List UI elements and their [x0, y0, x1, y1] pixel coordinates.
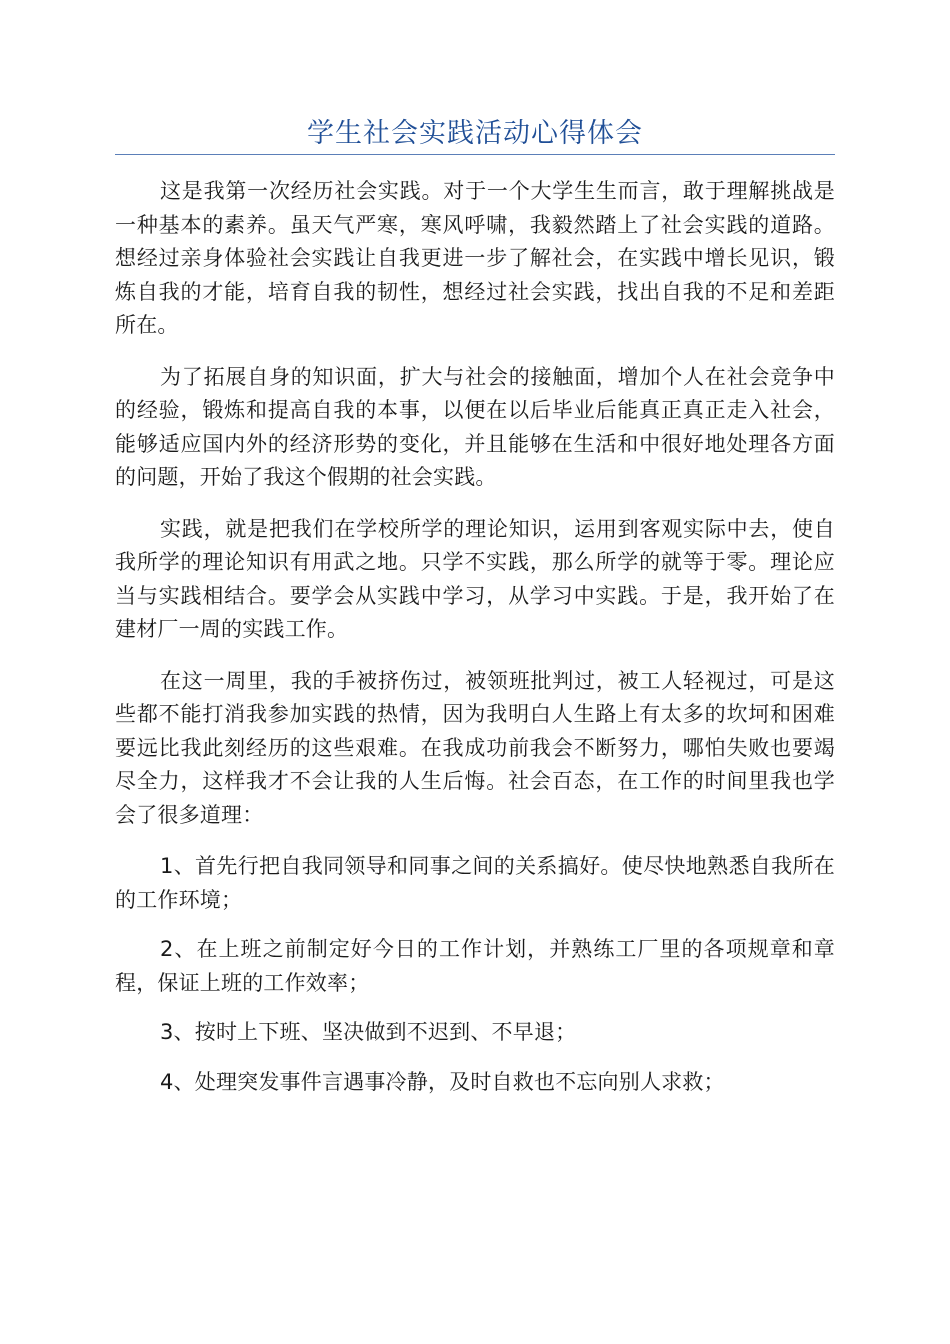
paragraph: 实践，就是把我们在学校所学的理论知识，运用到客观实际中去，使自我所学的理论知识有用武之地。只学不实践，那么所学的就等于零。理论应当与实践相结合。要学会从实践中学习，从学习中实践。于是，我开始了在建材厂一周的实践工作。 [115, 516, 835, 641]
title-underline [115, 154, 835, 155]
list-item: 3、按时上下班、坚决做到不迟到、不早退； [160, 1020, 577, 1044]
paragraph: 在这一周里，我的手被挤伤过，被领班批判过，被工人轻视过，可是这些都不能打消我参加实践的热情，因为我明白人生路上有太多的坎坷和困难要远比我此刻经历的这些艰难。在我成功前我会不断努力，哪怕失败也要竭尽全力，这样我才不会让我的人生后悔。社会百态，在工作的时间里我也学会了很多道理： [115, 668, 835, 827]
list-item: 2、在上班之前制定好今日的工作计划，并熟练工厂里的各项规章和章程，保证上班的工作效率； [115, 937, 835, 995]
paragraph: 这是我第一次经历社会实践。对于一个大学生生而言，敢于理解挑战是一种基本的素养。虽天气严寒，寒风呼啸，我毅然踏上了社会实践的道路。想经过亲身体验社会实践让自我更进一步了解社会，在实践中增长见识，锻炼自我的才能，培育自我的韧性，想经过社会实践，找出自我的不足和差距所在。 [115, 179, 835, 337]
list-item: 4、处理突发事件言遇事冷静，及时自救也不忘向别人求救； [160, 1069, 725, 1094]
paragraph: 为了拓展自身的知识面，扩大与社会的接触面，增加个人在社会竞争中的经验，锻炼和提高自我的本事，以便在以后毕业后能真正真正走入社会，能够适应国内外的经济形势的变化，并且能够在生活和中很好地处理各方面的问题，开始了我这个假期的社会实践。 [115, 364, 835, 489]
document-body [115, 175, 835, 1115]
list-item: 1、首先行把自我同领导和同事之间的关系搞好。使尽快地熟悉自我所在的工作环境； [115, 854, 835, 912]
document-title: 学生社会实践活动心得体会 [307, 118, 643, 149]
